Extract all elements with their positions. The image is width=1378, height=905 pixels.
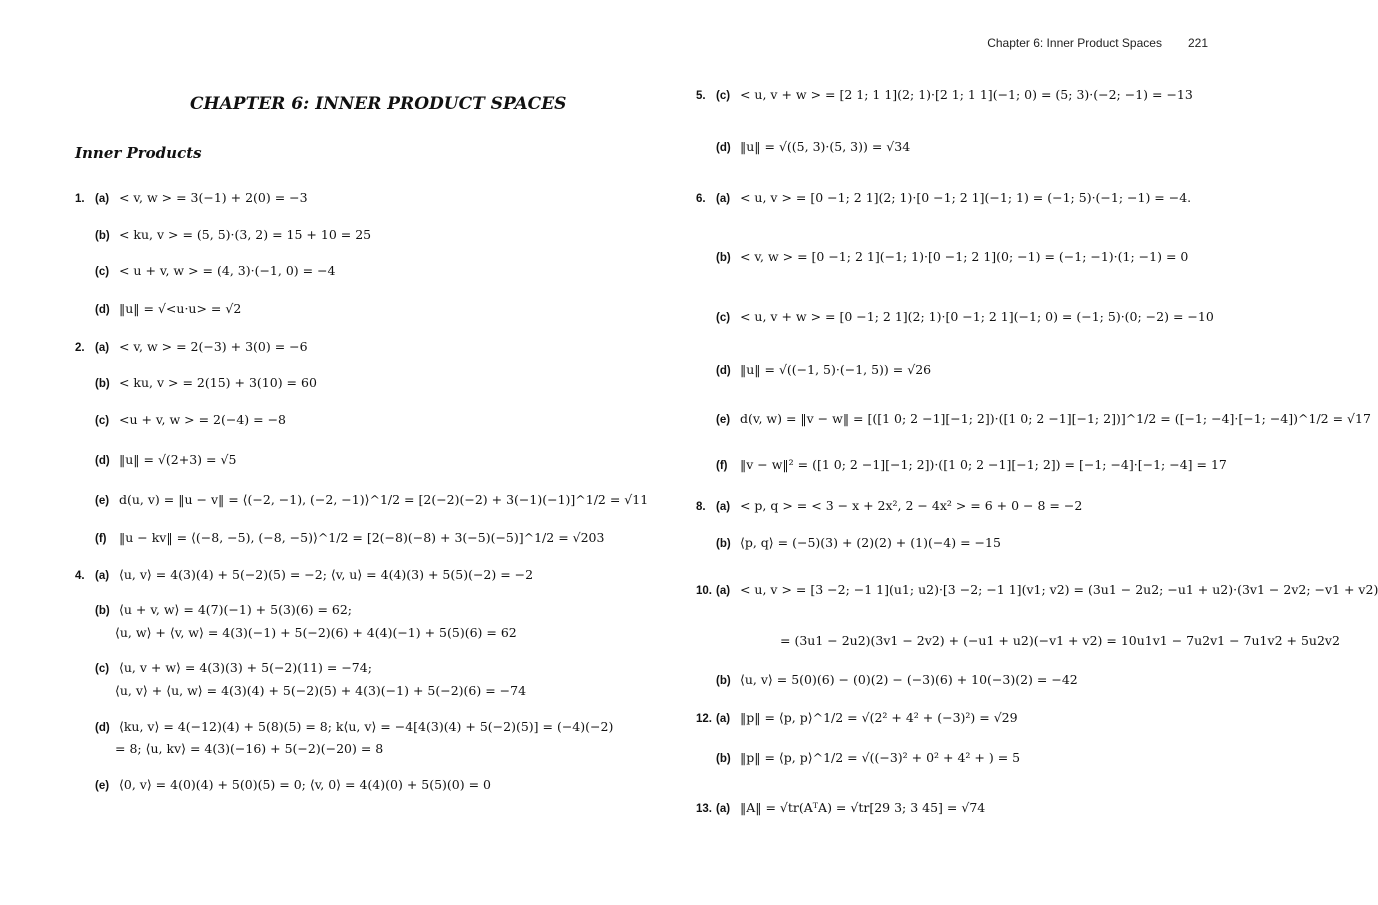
exercise-line — [75, 602, 352, 619]
part-label: (d) — [716, 142, 731, 154]
exercise-line — [696, 309, 1214, 326]
exercise-line — [696, 750, 1020, 767]
equation: = 8; ⟨u, kv⟩ = 4(3)(−16) + 5(−2)(−20) = 8 — [115, 741, 384, 756]
equation: < u, v > = [3 −2; −1 1](u1; u2)·[3 −2; −1 1](v1; v2) = (3u1 − 2u2; −u1 + u2)·(3v1 − 2v2; −v1 + v2) — [739, 582, 1378, 597]
part-label: (a) — [716, 803, 731, 815]
part-label: (b) — [716, 538, 731, 550]
exercise-number: 2. — [75, 342, 85, 354]
equation: ‖p‖ = ⟨p, p⟩^1/2 = √(2² + 4² + (−3)²) = √29 — [739, 710, 1018, 725]
equation: < ku, v > = 2(15) + 3(10) = 60 — [118, 375, 317, 390]
exercise-line-continued — [75, 741, 383, 757]
exercise-line — [75, 719, 613, 736]
equation: < u, v > = [0 −1; 2 1](2; 1)·[0 −1; 2 1](−1; 1) = (−1; 5)·(−1; −1) = −4. — [739, 190, 1192, 205]
equation: ⟨p, q⟩ = (−5)(3) + (2)(2) + (1)(−4) = −15 — [739, 535, 1001, 550]
equation: ‖u − kv‖ = ⟨(−8, −5), (−8, −5)⟩^1/2 = [2(−8)(−8) + 3(−5)(−5)]^1/2 = √203 — [118, 530, 605, 545]
exercise-line — [696, 498, 1082, 515]
exercise-line — [75, 301, 241, 318]
equation: ⟨u, v⟩ = 4(3)(4) + 5(−2)(5) = −2; ⟨v, u⟩ = 4(4)(3) + 5(5)(−2) = −2 — [118, 567, 534, 582]
exercise-line — [696, 672, 1078, 689]
equation: < u, v + w > = [0 −1; 2 1](2; 1)·[0 −1; 2 1](−1; 0) = (−1; 5)·(0; −2) = −10 — [739, 309, 1214, 324]
equation: ‖u‖ = √(2+3) = √5 — [118, 452, 237, 467]
part-label: (f) — [95, 533, 107, 545]
equation: < v, w > = 3(−1) + 2(0) = −3 — [118, 190, 308, 205]
part-label: (e) — [95, 495, 110, 507]
exercise-line-continued — [780, 633, 1340, 649]
equation: < u, v + w > = [2 1; 1 1](2; 1)·[2 1; 1 1](−1; 0) = (5; 3)·(−2; −1) = −13 — [739, 87, 1193, 102]
equation: ⟨u, v⟩ + ⟨u, w⟩ = 4(3)(4) + 5(−2)(5) + 4(3)(−1) + 5(−2)(6) = −74 — [115, 683, 527, 698]
exercise-line — [696, 535, 1001, 552]
equation: d(u, v) = ‖u − v‖ = ⟨(−2, −1), (−2, −1)⟩^1/2 = [2(−2)(−2) + 3(−1)(−1)]^1/2 = √11 — [118, 492, 649, 507]
exercise-line — [696, 190, 1191, 207]
equation: <u + v, w > = 2(−4) = −8 — [118, 412, 287, 427]
equation: ⟨ku, v⟩ = 4(−12)(4) + 5(8)(5) = 8; k⟨u, v⟩ = −4[4(3)(4) + 5(−2)(5)] = (−4)(−2) — [118, 719, 614, 734]
part-label: (b) — [95, 230, 110, 242]
equation: < ku, v > = (5, 5)·(3, 2) = 15 + 10 = 25 — [118, 227, 372, 242]
equation: ⟨0, v⟩ = 4(0)(4) + 5(0)(5) = 0; ⟨v, 0⟩ = 4(4)(0) + 5(5)(0) = 0 — [118, 777, 492, 792]
equation: ‖p‖ = ⟨p, p⟩^1/2 = √((−3)² + 0² + 4² + ) = 5 — [739, 750, 1021, 765]
exercise-number: 13. — [696, 803, 712, 815]
part-label: (a) — [95, 193, 110, 205]
part-label: (a) — [716, 193, 731, 205]
part-label: (c) — [95, 415, 110, 427]
part-label: (d) — [95, 304, 110, 316]
part-label: (e) — [95, 780, 110, 792]
exercise-line — [75, 339, 308, 356]
exercise-line — [75, 227, 371, 244]
exercise-line — [696, 362, 931, 379]
equation: ⟨u, v + w⟩ = 4(3)(3) + 5(−2)(11) = −74; — [118, 660, 372, 675]
exercise-line — [696, 249, 1188, 266]
equation: = (3u1 − 2u2)(3v1 − 2v2) + (−u1 + u2)(−v1 + v2) = 10u1v1 − 7u2v1 − 7u1v2 + 5u2v2 — [780, 633, 1340, 648]
page-number: 221 — [1187, 36, 1208, 50]
exercise-line — [696, 87, 1193, 104]
equation: ‖u‖ = √((5, 3)·(5, 3)) = √34 — [739, 139, 911, 154]
equation: ‖A‖ = √tr(AᵀA) = √tr[29 3; 3 45] = √74 — [739, 800, 986, 815]
equation: < u + v, w > = (4, 3)·(−1, 0) = −4 — [118, 263, 336, 278]
exercise-number: 10. — [696, 585, 712, 597]
exercise-line-continued — [75, 625, 517, 641]
equation: < v, w > = 2(−3) + 3(0) = −6 — [118, 339, 308, 354]
exercise-line — [696, 457, 1227, 474]
equation: < v, w > = [0 −1; 2 1](−1; 1)·[0 −1; 2 1](0; −1) = (−1; −1)·(1; −1) = 0 — [739, 249, 1189, 264]
exercise-line — [696, 800, 985, 817]
part-label: (a) — [95, 570, 110, 582]
exercise-line — [696, 411, 1371, 428]
part-label: (c) — [716, 90, 731, 102]
exercise-line — [75, 492, 648, 509]
equation: ⟨u, v⟩ = 5(0)(6) − (0)(2) − (−3)(6) + 10(−3)(2) = −42 — [739, 672, 1078, 687]
part-label: (b) — [716, 675, 731, 687]
equation: < p, q > = < 3 − x + 2x², 2 − 4x² > = 6 + 0 − 8 = −2 — [739, 498, 1083, 513]
exercise-line-continued — [75, 683, 526, 699]
equation: d(v, w) = ‖v − w‖ = [([1 0; 2 −1][−1; 2])·([1 0; 2 −1][−1; 2])]^1/2 = ([−1; −4]·[−1; −4])^1/2 = √17 — [739, 411, 1371, 426]
part-label: (d) — [716, 365, 731, 377]
part-label: (c) — [95, 266, 110, 278]
part-label: (e) — [716, 414, 731, 426]
exercise-line — [75, 530, 604, 547]
exercise-line — [75, 452, 236, 469]
running-title: Chapter 6: Inner Product Spaces — [987, 36, 1162, 50]
running-header — [987, 36, 1208, 50]
equation: ‖v − w‖² = ([1 0; 2 −1][−1; 2])·([1 0; 2 −1][−1; 2]) = [−1; −4]·[−1; −4] = 17 — [739, 457, 1227, 472]
exercise-number: 1. — [75, 193, 85, 205]
exercise-line — [75, 263, 336, 280]
part-label: (c) — [95, 663, 110, 675]
part-label: (b) — [716, 252, 731, 264]
exercise-line — [696, 582, 1378, 599]
equation: ‖u‖ = √<u·u> = √2 — [118, 301, 242, 316]
exercise-line — [75, 660, 372, 677]
equation: ‖u‖ = √((−1, 5)·(−1, 5)) = √26 — [739, 362, 932, 377]
exercise-number: 6. — [696, 193, 706, 205]
exercise-number: 12. — [696, 713, 712, 725]
exercise-line — [75, 567, 533, 584]
part-label: (a) — [95, 342, 110, 354]
part-label: (b) — [95, 378, 110, 390]
chapter-title: CHAPTER 6: INNER PRODUCT SPACES — [190, 94, 567, 114]
exercise-number: 4. — [75, 570, 85, 582]
part-label: (b) — [95, 605, 110, 617]
exercise-line — [75, 412, 286, 429]
part-label: (b) — [716, 753, 731, 765]
part-label: (d) — [95, 455, 110, 467]
exercise-line — [75, 190, 308, 207]
exercise-number: 8. — [696, 501, 706, 513]
part-label: (a) — [716, 501, 731, 513]
exercise-line — [75, 375, 317, 392]
part-label: (f) — [716, 460, 728, 472]
part-label: (a) — [716, 713, 731, 725]
exercise-line — [696, 139, 910, 156]
equation: ⟨u + v, w⟩ = 4(7)(−1) + 5(3)(6) = 62; — [118, 602, 353, 617]
part-label: (c) — [716, 312, 731, 324]
exercise-line — [696, 710, 1018, 727]
section-title: Inner Products — [75, 144, 202, 162]
part-label: (a) — [716, 585, 731, 597]
exercise-number: 5. — [696, 90, 706, 102]
exercise-line — [75, 777, 491, 794]
part-label: (d) — [95, 722, 110, 734]
equation: ⟨u, w⟩ + ⟨v, w⟩ = 4(3)(−1) + 5(−2)(6) + 4(4)(−1) + 5(5)(6) = 62 — [115, 625, 517, 640]
